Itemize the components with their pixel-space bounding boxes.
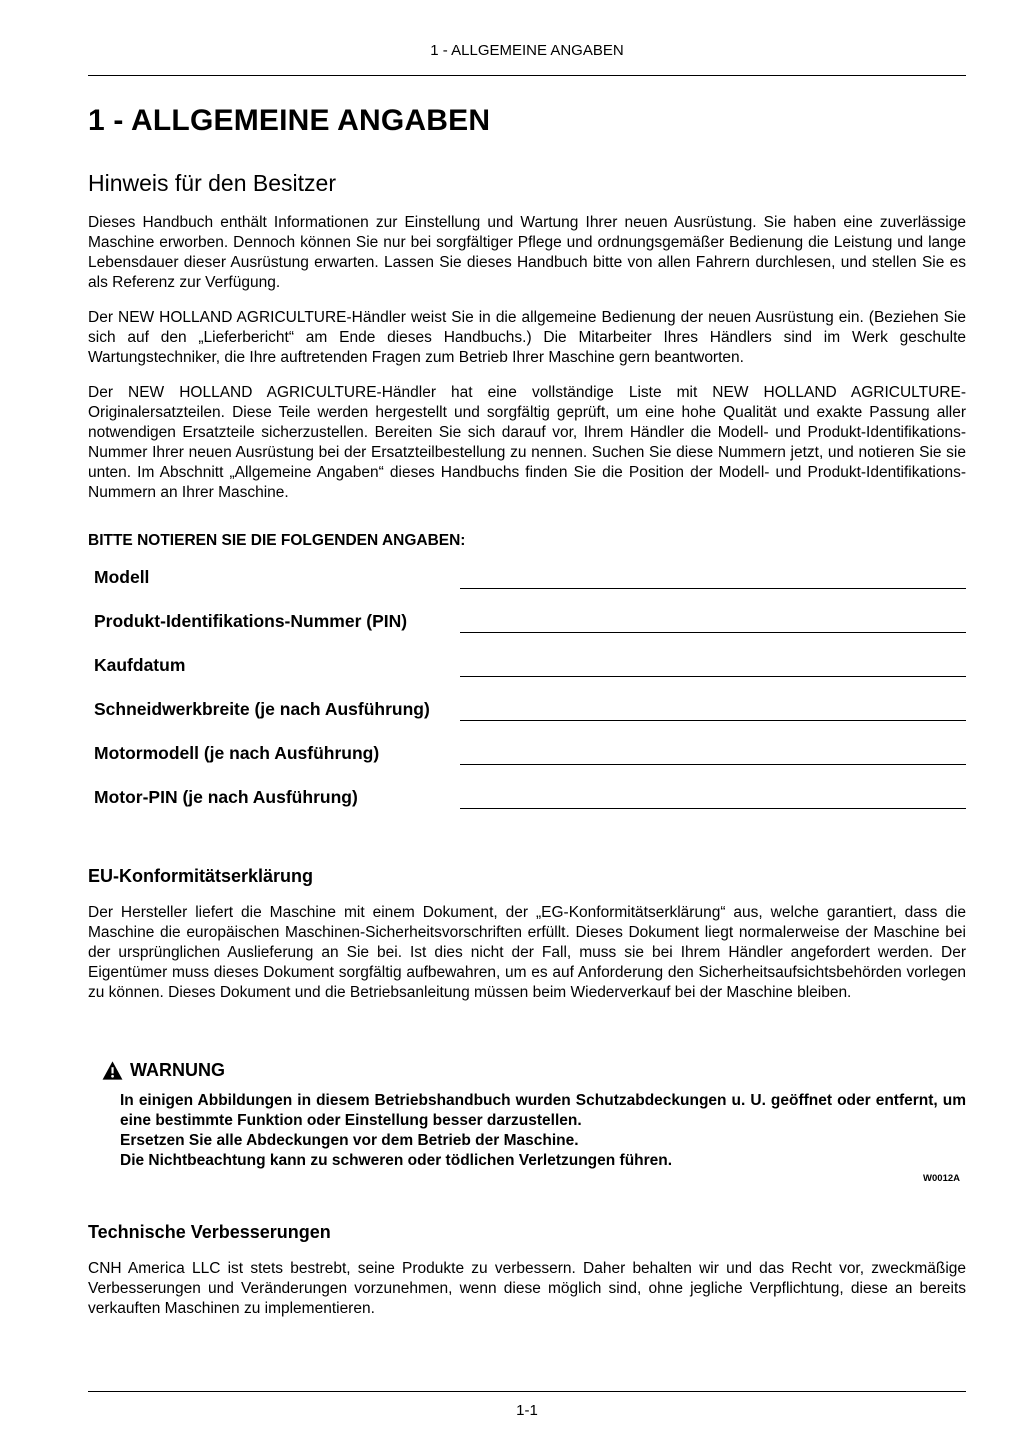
eu-declaration-paragraph: Der Hersteller liefert die Maschine mit einem Dokument, der „EG-Konformitätserklärung“ aus, welche garantiert, dass die Maschine die europäischen Maschinen-Sicherheitsvorschriften erfüllt. Dieses Dokument liegt normalerweise der Maschine bei der ursprünglichen Auslieferung an Sie bei. Ist dies nicht der Fall, muss sie bei Ihrem Händler angefordert werden. Der Eigentümer muss dieses Dokument sorgfältig aufbewahren, um es auf Anforderung den Sicherheitsaufsichtsbehörden vorlegen zu können. Dieses Dokument und die Betriebsanleitung müssen beim Wiederverkauf bei der Maschine bleiben. <box>88 904 966 1001</box>
record-field-label: Motormodell (je nach Ausführung) <box>94 743 380 763</box>
record-field-label: Schneidwerkbreite (je nach Ausführung) <box>94 699 430 719</box>
record-field-blank-line <box>460 784 966 809</box>
warning-line-1: In einigen Abbildungen in diesem Betriebshandbuch wurden Schutzabdeckungen u. U. geöffnet oder entfernt, um eine bestimmte Funktion oder Einstellung besser darzustellen. <box>120 1092 966 1129</box>
warning-block <box>102 1060 966 1184</box>
warning-label: WARNUNG <box>130 1060 225 1080</box>
warning-body <box>120 1091 966 1184</box>
technical-improvements-heading: Technische Verbesserungen <box>88 1222 331 1242</box>
record-field-engine-pin <box>88 784 966 809</box>
record-field-blank-line <box>460 652 966 677</box>
record-instruction: BITTE NOTIEREN SIE DIE FOLGENDEN ANGABEN: <box>88 532 466 549</box>
record-field-label: Kaufdatum <box>94 655 186 675</box>
page-number: 1-1 <box>88 1391 966 1419</box>
record-field-purchase-date <box>88 652 966 677</box>
warning-line-3: Die Nichtbeachtung kann zu schweren oder tödlichen Verletzungen führen. <box>120 1152 673 1169</box>
eu-declaration-heading: EU-Konformitätserklärung <box>88 866 314 886</box>
record-field-blank-line <box>460 564 966 589</box>
warning-reference-code: W0012A <box>923 1173 960 1184</box>
running-header: 1 - ALLGEMEINE ANGABEN <box>88 42 966 76</box>
record-field-engine-model <box>88 740 966 765</box>
technical-improvements-paragraph: CNH America LLC ist stets bestrebt, seine Produkte zu verbessern. Daher behalten wir und das Recht vor, zweckmäßige Verbesserungen und Veränderungen vorzunehmen, wenn diese möglich sind, ohne jegliche Verpflichtung, diese an bereits verkauften Maschinen zu implementieren. <box>88 1260 966 1317</box>
warning-line-2: Ersetzen Sie alle Abdeckungen vor dem Betrieb der Maschine. <box>120 1132 579 1149</box>
owner-notice-paragraph-3: Der NEW HOLLAND AGRICULTURE-Händler hat eine vollständige Liste mit NEW HOLLAND AGRICULTURE-Originalersatzteilen. Diese Teile werden hergestellt und sorgfältig geprüft, um eine hohe Qualität und exakte Passung aller notwendigen Ersatzteile sicherzustellen. Bereiten Sie sich darauf vor, Ihrem Händler die Modell- und Produkt-Identifikations-Nummer Ihrer neuen Ausrüstung bei der Ersatzteilbestellung zu nennen. Suchen Sie diese Nummern jetzt, und notieren Sie sie unten. Im Abschnitt „Allgemeine Angaben“ dieses Handbuchs finden Sie die Position der Modell- und Produkt-Identifikations-Nummern an Ihrer Maschine. <box>88 384 966 501</box>
warning-triangle-icon <box>102 1061 123 1080</box>
record-field-label: Modell <box>94 567 150 587</box>
chapter-title: 1 - ALLGEMEINE ANGABEN <box>88 104 491 137</box>
record-field-header-width <box>88 696 966 721</box>
record-field-blank-line <box>460 740 966 765</box>
record-field-pin <box>88 608 966 633</box>
owner-notice-paragraph-1: Dieses Handbuch enthält Informationen zur Einstellung und Wartung Ihrer neuen Ausrüstung. Sie haben eine zuverlässige Maschine erworben. Dennoch können Sie nur bei sorgfältiger Pflege und ordnungsgemäßer Bedienung die Leistung und lange Lebensdauer dieser Ausrüstung erwarten. Lassen Sie dieses Handbuch bitte von allen Fahrern durchlesen, und stellen Sie es als Referenz zur Verfügung. <box>88 214 966 291</box>
record-field-label: Produkt-Identifikations-Nummer (PIN) <box>94 611 408 631</box>
owner-notice-heading: Hinweis für den Besitzer <box>88 170 336 196</box>
record-field-model <box>88 564 966 589</box>
owner-notice-paragraph-2: Der NEW HOLLAND AGRICULTURE-Händler weist Sie in die allgemeine Bedienung der neuen Ausrüstung ein. (Beziehen Sie sich auf den „Lieferbericht“ am Ende dieses Handbuchs.) Die Mitarbeiter Ihres Händlers sind im Werk geschulte Wartungstechniker, die Ihre auftretenden Fragen zum Betrieb Ihrer Maschine gern beantworten. <box>88 309 966 366</box>
record-field-blank-line <box>460 608 966 633</box>
record-field-blank-line <box>460 696 966 721</box>
warning-title-row <box>102 1060 966 1081</box>
record-field-label: Motor-PIN (je nach Ausführung) <box>94 787 358 807</box>
